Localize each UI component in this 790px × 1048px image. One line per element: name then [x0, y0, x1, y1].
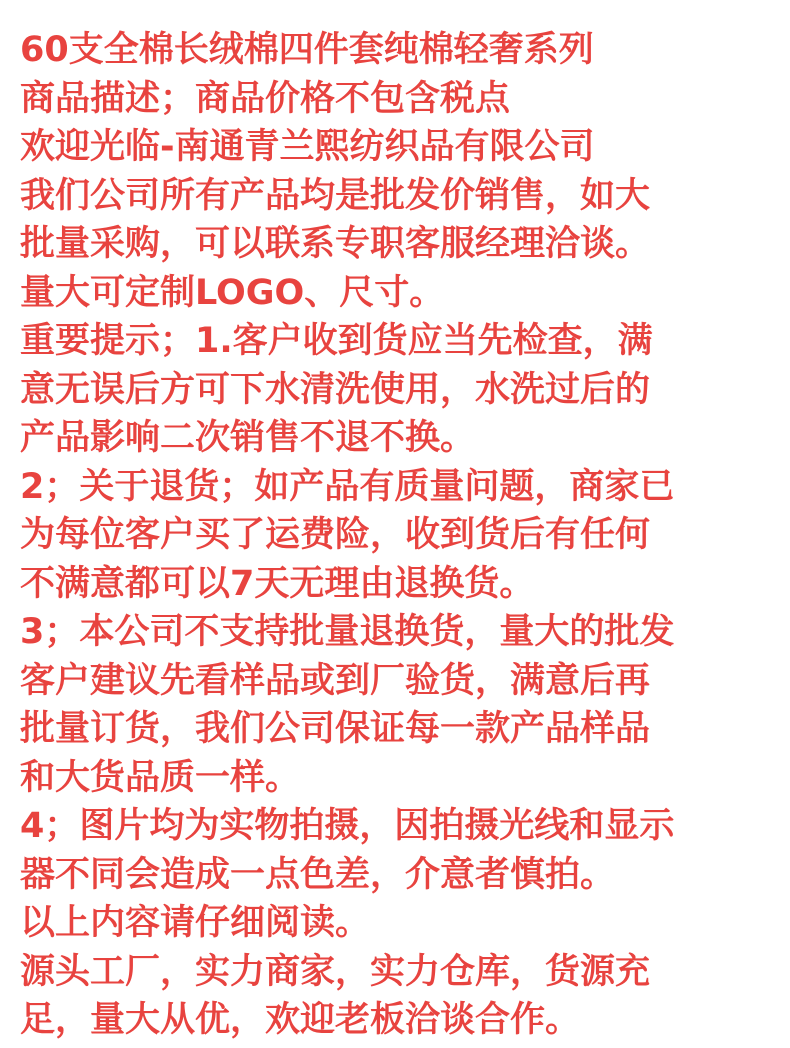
- notice-line: 我们公司所有产品均是批发价销售，如大: [20, 175, 651, 216]
- notice-line: 批量采购，可以联系专职客服经理洽谈。: [20, 224, 651, 264]
- notice-line: 批量订货，我们公司保证每一款产品样品: [20, 709, 651, 749]
- notice-line: 客户建议先看样品或到厂验货，满意后再: [20, 660, 651, 701]
- product-notice: [20, 26, 780, 1045]
- notice-line: 器不同会造成一点色差，介意者慎拍。: [20, 854, 616, 895]
- notice-title: 60支全棉长绒棉四件套纯棉轻奢系列: [20, 30, 594, 70]
- notice-line: 意无误后方可下水清洗使用，水洗过后的: [20, 369, 651, 410]
- notice-line: 3；本公司不支持批量退换货，量大的批发: [20, 612, 675, 652]
- notice-line: 重要提示；1.客户收到货应当先检查，满: [20, 321, 653, 361]
- notice-line: 为每位客户买了运费险，收到货后有任何: [20, 515, 651, 555]
- notice-line: 量大可定制LOGO、尺寸。: [20, 272, 445, 313]
- notice-line: 和大货品质一样。: [20, 757, 301, 798]
- notice-line: 以上内容请仔细阅读。: [20, 903, 371, 943]
- notice-line: 产品影响二次销售不退不换。: [20, 418, 476, 458]
- notice-line: 商品描述；商品价格不包含税点: [20, 78, 511, 119]
- notice-line: 不满意都可以7天无理由退换货。: [20, 563, 535, 604]
- notice-line: 足，量大从优，欢迎老板洽谈合作。: [20, 1000, 581, 1040]
- notice-line: 源头工厂，实力商家，实力仓库，货源充: [20, 951, 651, 992]
- notice-line: 欢迎光临-南通青兰熙纺织品有限公司: [20, 127, 595, 167]
- notice-line: 4；图片均为实物拍摄，因拍摄光线和显示: [20, 806, 675, 846]
- notice-line: 2；关于退货；如产品有质量问题，商家已: [20, 466, 675, 507]
